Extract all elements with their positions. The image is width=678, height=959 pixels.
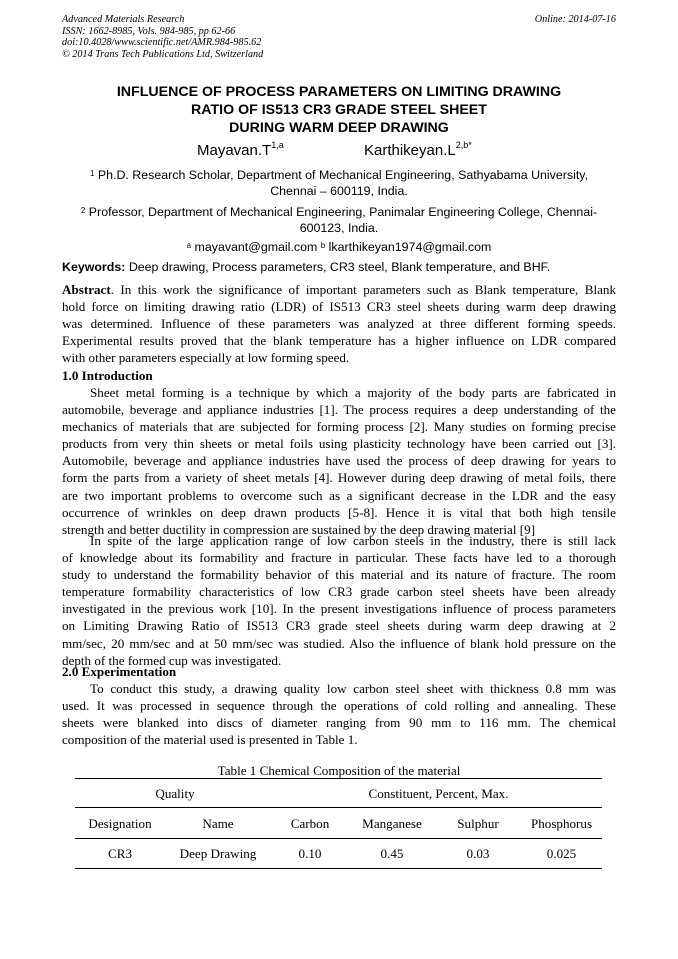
affiliation-1-sup: 1: [89, 169, 95, 178]
table-col-manganese: Manganese: [362, 816, 422, 831]
paragraph-line: on Limiting Drawing Ratio of IS513 CR3 grade steel sheets during warm deep drawing at 2: [62, 618, 616, 634]
table-col-sulphur: Sulphur: [457, 816, 499, 831]
journal-header: [62, 14, 616, 60]
affiliation-1-text: Ph.D. Research Scholar, Department of Mechanical Engineering, Sathyabama University,: [97, 168, 589, 182]
section-heading-introduction: 1.0 Introduction: [62, 368, 153, 383]
author-1-sup: 1,a: [271, 140, 284, 150]
paragraph-line: mechanics of materials that are subjected for forming process [2]. Many studies on forming precise: [62, 419, 616, 435]
table-rule-header: [75, 838, 602, 839]
email-a-sup: a: [186, 241, 192, 250]
paragraph-line: To conduct this study, a drawing quality low carbon steel sheet with thickness 0.8 mm was: [90, 681, 616, 696]
author-2: [364, 142, 472, 159]
table-caption: Table 1 Chemical Composition of the material: [217, 763, 461, 778]
abstract-line-1: [62, 281, 616, 298]
affiliation-1-line-2: Chennai – 600119, India.: [270, 184, 408, 198]
abstract-label: Abstract: [62, 282, 111, 297]
paragraph-line: mm/sec, 20 mm/sec and at 50 mm/sec was studied. Also the influence of blank hold pressure on the: [62, 635, 616, 651]
paragraph-line: depth of the formed cup was investigated.: [62, 652, 282, 668]
author-2-sup: 2,b*: [455, 140, 472, 150]
table-group-header-quality: Quality: [155, 786, 195, 801]
author-2-name: Karthikeyan.L: [364, 142, 456, 159]
paragraph-line: occurrence of wrinkles on deep drawn products [5-8]. Hence it is vital that both high tensile: [62, 504, 616, 520]
paragraph-line: products from very thin sheets or metal foils using plasticity technology have been carried out [3].: [62, 436, 616, 452]
affiliation-2: [62, 204, 616, 236]
table-col-phosphorus: Phosphorus: [530, 816, 593, 831]
table-rule-bottom: [75, 868, 602, 869]
affiliation-2-line-1: [62, 204, 616, 220]
table-col-carbon: Carbon: [290, 816, 330, 831]
paragraph-line: study to understand the formability behavior of this material and its nature of fracture. The room: [62, 567, 616, 583]
abstract-line-4: Experimental results proved that the blank temperature has a higher influence on LDR compared: [62, 333, 616, 349]
email-a[interactable]: mayavant@gmail.com: [194, 240, 318, 254]
paragraph-line: automobile, beverage and appliance industries [1]. The process requires a deep understanding of the: [62, 402, 616, 418]
table-cell-carbon: 0.10: [298, 846, 322, 861]
paragraph-line: composition of the material used is presented in Table 1.: [62, 732, 358, 748]
author-1-name: Mayavan.T: [197, 142, 272, 159]
title-line-2: RATIO OF IS513 CR3 GRADE STEEL SHEET: [191, 102, 487, 118]
affiliation-2-text: Professor, Department of Mechanical Engineering, Panimalar Engineering College, Chennai-: [88, 205, 598, 219]
keywords-text: Deep drawing, Process parameters, CR3 steel, Blank temperature, and BHF.: [128, 260, 551, 274]
paragraph-line: of knowledge about its formability and fracture in particular. These facts have led to a thorough: [62, 550, 616, 566]
table-col-designation: Designation: [88, 816, 152, 831]
email-line: [62, 239, 616, 255]
paragraph-line: are two important problems to overcome such as a significant decrease in the LDR and the easy: [62, 487, 616, 503]
doi: doi:10.4028/www.scientific.net/AMR.984-985.62: [62, 37, 262, 48]
table-rule-group: [75, 807, 602, 808]
intro-paragraph-1: [62, 384, 616, 538]
online-date: Online: 2014-07-16: [534, 14, 616, 25]
table-cell-designation: CR3: [107, 846, 132, 861]
paragraph-line: Automobile, beverage and appliance industries have used the process of deep drawing for years to: [62, 453, 616, 469]
journal-name: Advanced Materials Research: [62, 14, 185, 25]
paper-title: [62, 83, 616, 137]
email-b-sup: b: [320, 241, 326, 250]
table-group-header-constituent: Constituent, Percent, Max.: [368, 786, 509, 801]
table-col-name: Name: [202, 816, 234, 831]
paragraph-line: sheets were blanked into discs of diameter ranging from 90 mm to 116 mm. The chemical: [62, 715, 616, 731]
intro-paragraph-2: [62, 532, 616, 669]
affiliation-1-line-1: [62, 167, 616, 183]
affiliation-2-sup: 2: [80, 206, 86, 215]
keywords: [62, 260, 616, 274]
author-1: [197, 142, 284, 159]
title-line-1: INFLUENCE OF PROCESS PARAMETERS ON LIMITING DRAWING: [116, 84, 562, 100]
affiliation-2-line-2: 600123, India.: [299, 221, 379, 235]
author-list: [62, 142, 616, 164]
section-heading-experimentation: 2.0 Experimentation: [62, 664, 177, 679]
abstract-line-3: was determined. Influence of these parameters was analyzed at three different forming speeds.: [62, 316, 616, 332]
title-line-3: DURING WARM DEEP DRAWING: [229, 120, 449, 136]
keywords-label: Keywords:: [62, 260, 126, 274]
abstract-line-5: with other parameters especially at low forming speed.: [62, 350, 350, 366]
table-cell-sulphur: 0.03: [466, 846, 490, 861]
paragraph-line: In spite of the large application range of low carbon steels in the industry, there is still lack: [90, 533, 616, 548]
paragraph-line: form the parts from a variety of sheet metals [4]. However during deep drawing of metal foils, there: [62, 470, 616, 486]
table-rule-top: [75, 778, 602, 779]
email-b[interactable]: lkarthikeyan1974@gmail.com: [328, 240, 492, 254]
table-cell-name: Deep Drawing: [179, 846, 257, 861]
abstract-line-2: hold force on limiting drawing ratio (LDR) of IS513 CR3 steel sheets during warm deep drawing: [62, 299, 616, 315]
affiliation-1: [62, 167, 616, 199]
paragraph-line: used. It was processed in sequence through the operations of cold rolling and annealing. These: [62, 698, 616, 714]
table-cell-phosphorus: 0.025: [546, 846, 577, 861]
table-cell-manganese: 0.45: [380, 846, 404, 861]
abstract-text-1: . In this work the significance of important parameters such as Blank temperature, Blank: [110, 282, 616, 297]
paragraph-line: investigated in the previous work [10]. In the present investigations influence of process parameters: [62, 601, 616, 617]
paragraph-line: temperature formability characteristics of low CR3 grade carbon steel sheets have been already: [62, 584, 616, 600]
experimentation-paragraph-1: [62, 680, 616, 748]
paragraph-line: Sheet metal forming is a technique by which a majority of the body parts are fabricated in: [90, 385, 616, 400]
issn: ISSN: 1662-8985, Vols. 984-985, pp 62-66: [62, 25, 236, 37]
paragraph-line: strength and better ductility in compression are sustained by the deep drawing material [9]: [62, 521, 536, 537]
copyright: © 2014 Trans Tech Publications Ltd, Switzerland: [62, 48, 264, 60]
abstract: [62, 281, 616, 366]
